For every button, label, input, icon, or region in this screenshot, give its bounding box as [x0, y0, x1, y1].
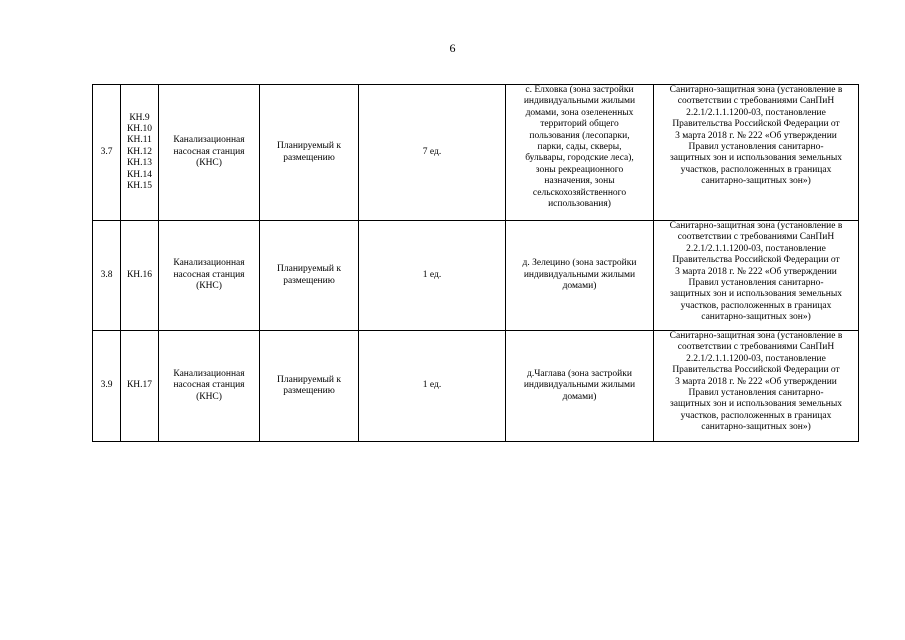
row-number-cell: 3.7 [93, 85, 121, 221]
object-name-text: Канализационная насосная станция (КНС) [173, 258, 245, 292]
object-codes-text: КН.17 [126, 380, 153, 391]
row-number-cell: 3.9 [93, 331, 121, 442]
object-codes-cell [121, 221, 159, 331]
object-location-text: д. Зелецино (зона застройки индивидуальными жилыми домами) [522, 258, 637, 292]
object-location-cell [506, 85, 654, 221]
object-zone-cell [654, 85, 859, 221]
object-quantity-cell: 7 ед. [359, 85, 506, 221]
object-status-cell [260, 221, 359, 331]
object-zone-text: Санитарно-защитная зона (установление в соответствии с требованиями СанПиН 2.2.1/2.1.1.1200-03, постановление Правительства Российской Федерации от 3 марта 2018 г. № 222 «Об утверждении Правил установления санитарно- защитных зон и использования земельных участков, расположенных в границах санитарно-защитных зон») [669, 85, 843, 187]
object-name-cell [159, 221, 260, 331]
object-codes-text: КН.9 КН.10 КН.11 КН.12 КН.13 КН.14 КН.15 [126, 112, 153, 192]
object-location-cell [506, 331, 654, 442]
object-quantity-cell: 1 ед. [359, 331, 506, 442]
object-status-text: Планируемый к размещению [277, 374, 341, 396]
object-location-text: с. Елховка (зона застройки индивидуальными жилыми домами, зона озелененных территорий общего пользования (лесопарки, парки, сады, скверы, бульвары, городские леса), зоны рекреационного назначения, зоны сельскохозяйственного использования) [523, 85, 636, 210]
object-status-cell [260, 85, 359, 221]
object-zone-text: Санитарно-защитная зона (установление в соответствии с требованиями СанПиН 2.2.1/2.1.1.1200-03, постановление Правительства Российской Федерации от 3 марта 2018 г. № 222 «Об утверждении Правил установления санитарно- защитных зон и использования земельных участков, расположенных в границах санитарно-защитных зон») [669, 331, 843, 433]
object-name-cell [159, 85, 260, 221]
object-name-text: Канализационная насосная станция (КНС) [173, 135, 245, 169]
object-status-text: Планируемый к размещению [277, 264, 341, 286]
object-zone-cell [654, 221, 859, 331]
object-name-cell [159, 331, 260, 442]
object-location-cell [506, 221, 654, 331]
object-codes-text: КН.16 [126, 269, 153, 280]
page-number: 6 [449, 41, 456, 55]
objects-table [92, 84, 859, 442]
object-location-text: д.Чаглава (зона застройки индивидуальными жилыми домами) [523, 368, 636, 402]
table-row [93, 85, 859, 221]
object-codes-cell [121, 331, 159, 442]
table-row [93, 331, 859, 442]
object-zone-cell [654, 331, 859, 442]
object-name-text: Канализационная насосная станция (КНС) [173, 368, 245, 402]
object-status-text: Планируемый к размещению [277, 141, 341, 163]
object-codes-cell [121, 85, 159, 221]
table-row [93, 221, 859, 331]
object-status-cell [260, 331, 359, 442]
row-number-cell: 3.8 [93, 221, 121, 331]
object-quantity-cell: 1 ед. [359, 221, 506, 331]
object-zone-text: Санитарно-защитная зона (установление в соответствии с требованиями СанПиН 2.2.1/2.1.1.1200-03, постановление Правительства Российской Федерации от 3 марта 2018 г. № 222 «Об утверждении Правил установления санитарно- защитных зон и использования земельных участков, расположенных в границах санитарно-защитных зон») [669, 221, 843, 323]
